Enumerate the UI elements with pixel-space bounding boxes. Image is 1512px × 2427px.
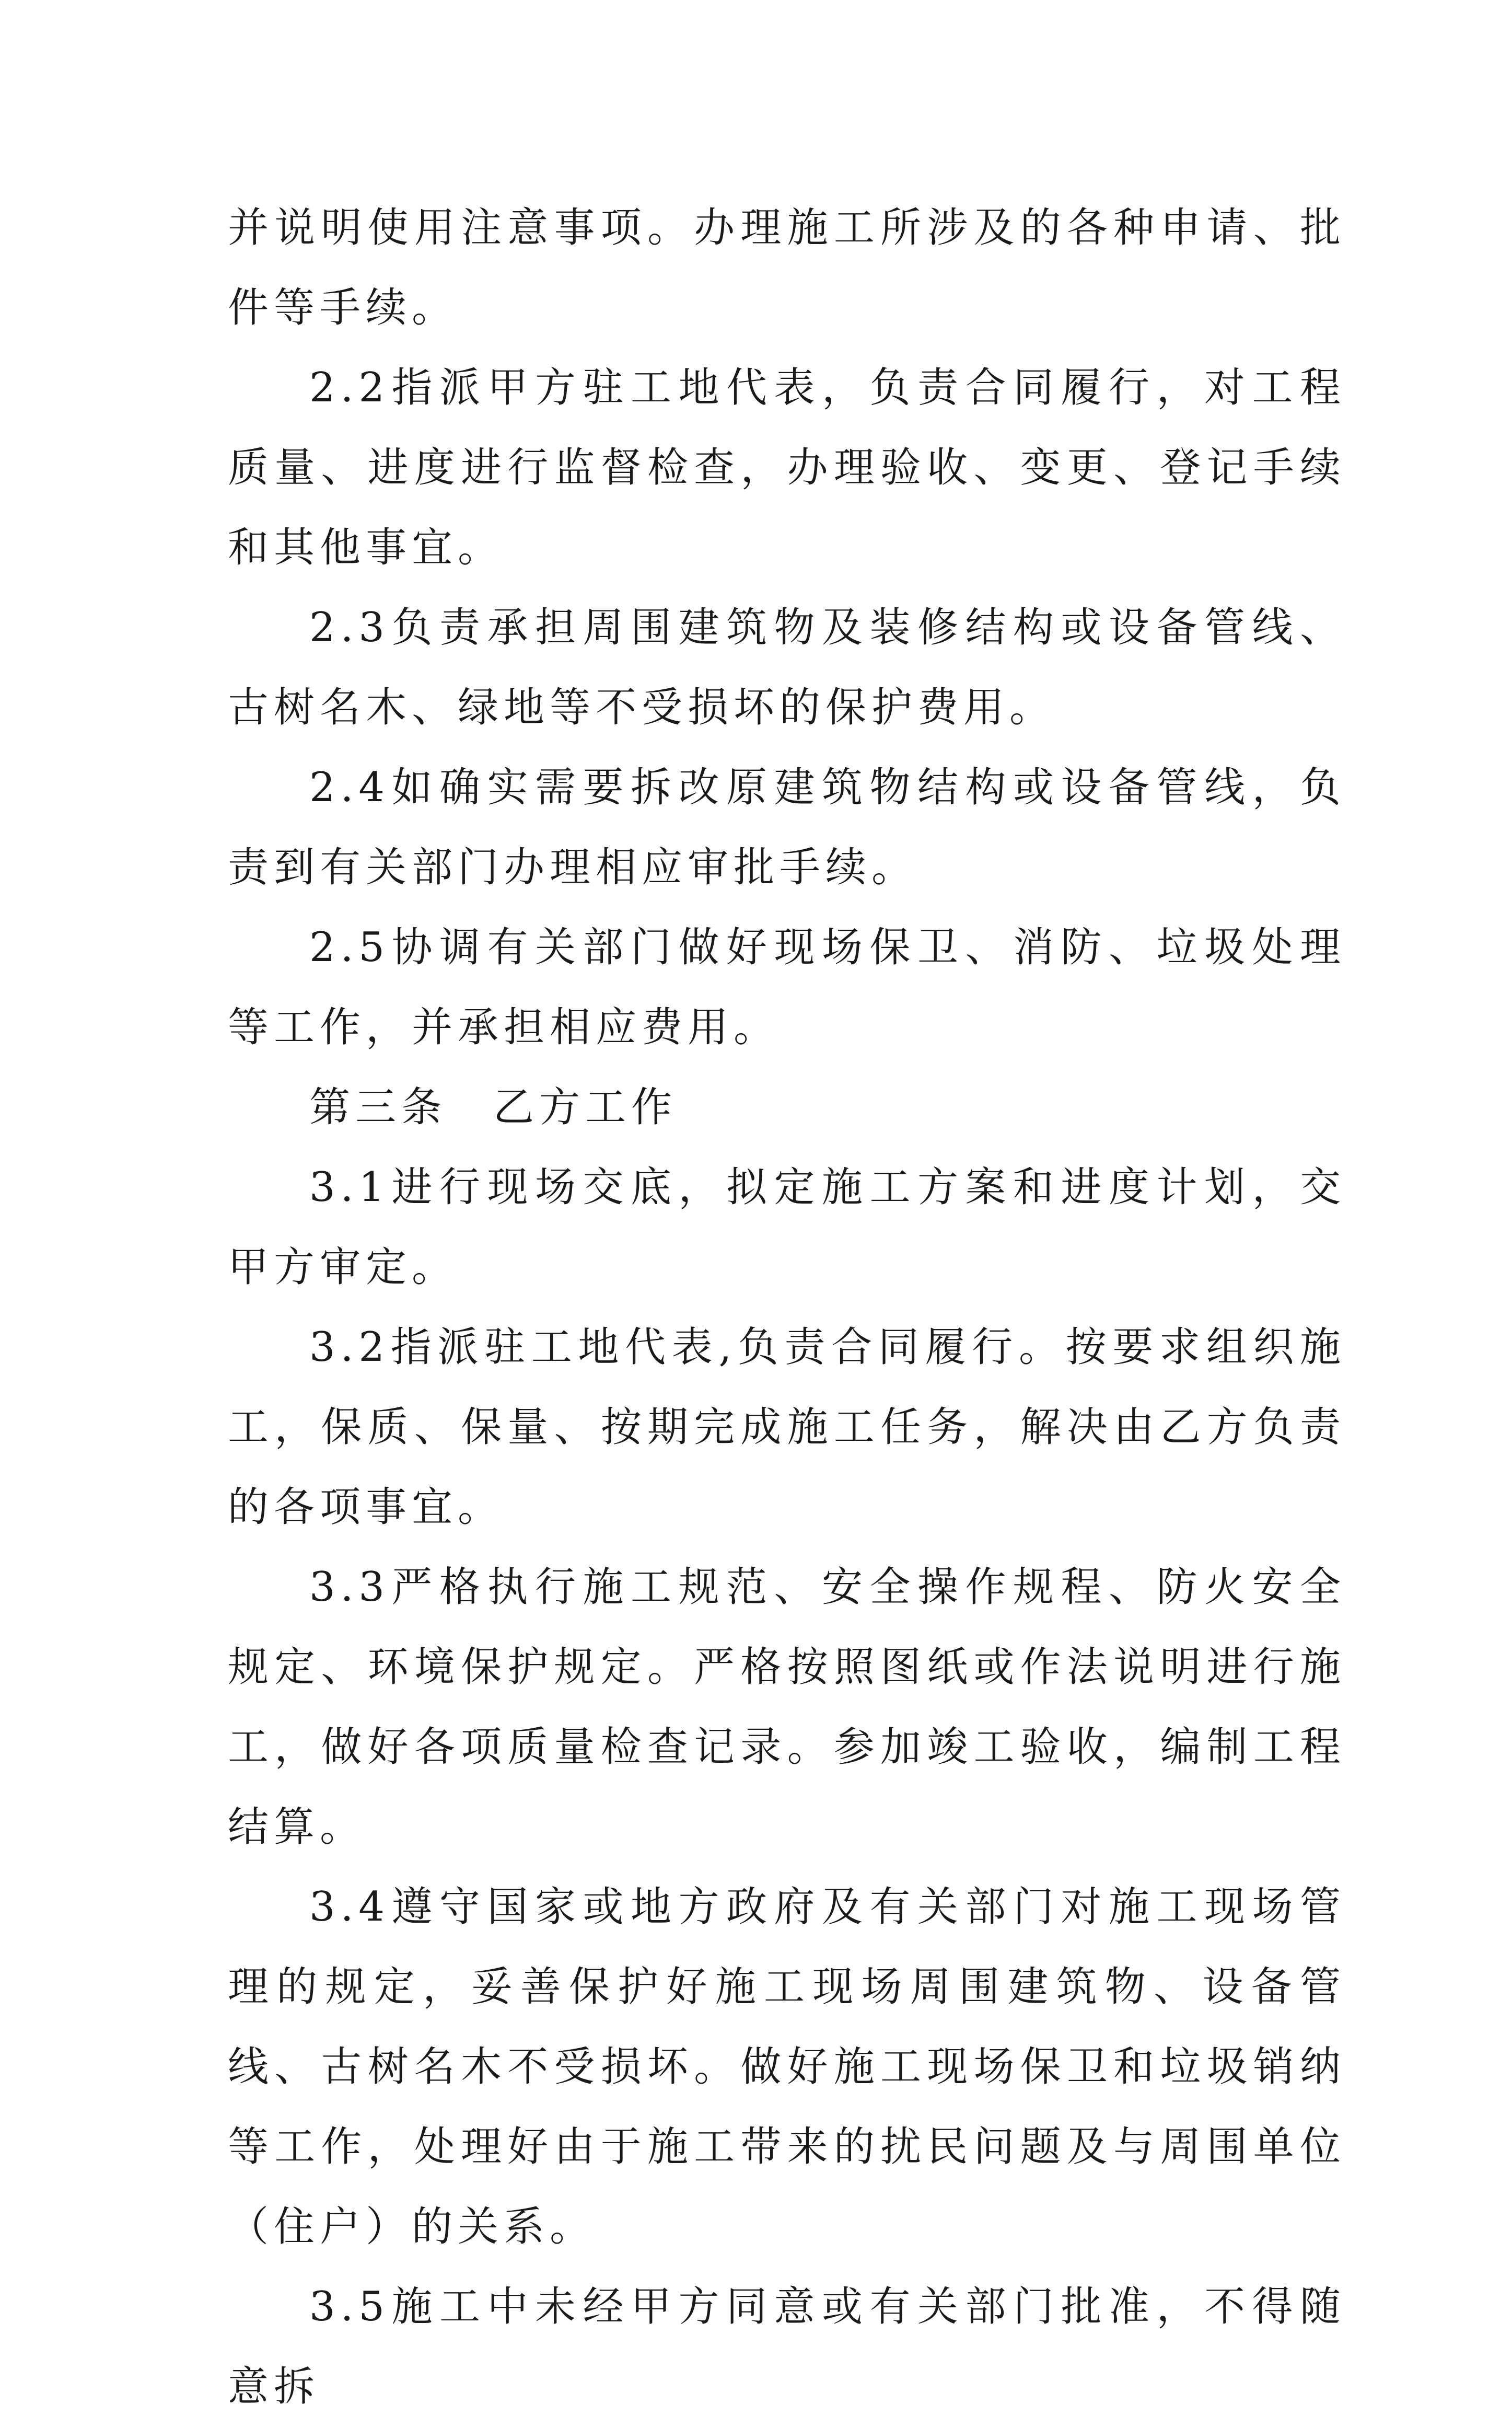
paragraph: 3.5施工中未经甲方同意或有关部门批准，不得随意拆 xyxy=(228,2283,1346,2410)
paragraph: 2.3负责承担周围建筑物及装修结构或设备管线、古树名木、绿地等不受损坏的保护费用。 xyxy=(228,604,1346,731)
paragraph: 3.4遵守国家或地方政府及有关部门对施工现场管理的规定，妥善保护好施工现场周围建筑物、设备管线、古树名木不受损坏。做好施工现场保卫和垃圾销纳等工作，处理好由于施工带来的扰民问题及与周围单位（住户）的关系。 xyxy=(228,1883,1346,2250)
paragraph: 并说明使用注意事项。办理施工所涉及的各种申请、批件等手续。 xyxy=(228,204,1346,331)
document-body xyxy=(228,188,1346,2427)
paragraph: 3.3严格执行施工规范、安全操作规程、防火安全规定、环境保护规定。严格按照图纸或作法说明进行施工，做好各项质量检查记录。参加竣工验收，编制工程结算。 xyxy=(228,1564,1346,1851)
paragraph: 3.2指派驻工地代表,负责合同履行。按要求组织施工，保质、保量、按期完成施工任务，解决由乙方负责的各项事宜。 xyxy=(228,1324,1346,1531)
paragraph: 3.1进行现场交底，拟定施工方案和进度计划，交甲方审定。 xyxy=(228,1164,1346,1291)
section-heading: 第三条 乙方工作 xyxy=(309,1084,678,1131)
paragraph: 2.4如确实需要拆改原建筑物结构或设备管线，负责到有关部门办理相应审批手续。 xyxy=(228,764,1346,891)
paragraph: 2.2指派甲方驻工地代表，负责合同履行，对工程质量、进度进行监督检查，办理验收、变更、登记手续和其他事宜。 xyxy=(228,364,1346,571)
paragraph: 2.5协调有关部门做好现场保卫、消防、垃圾处理等工作，并承担相应费用。 xyxy=(228,924,1346,1051)
